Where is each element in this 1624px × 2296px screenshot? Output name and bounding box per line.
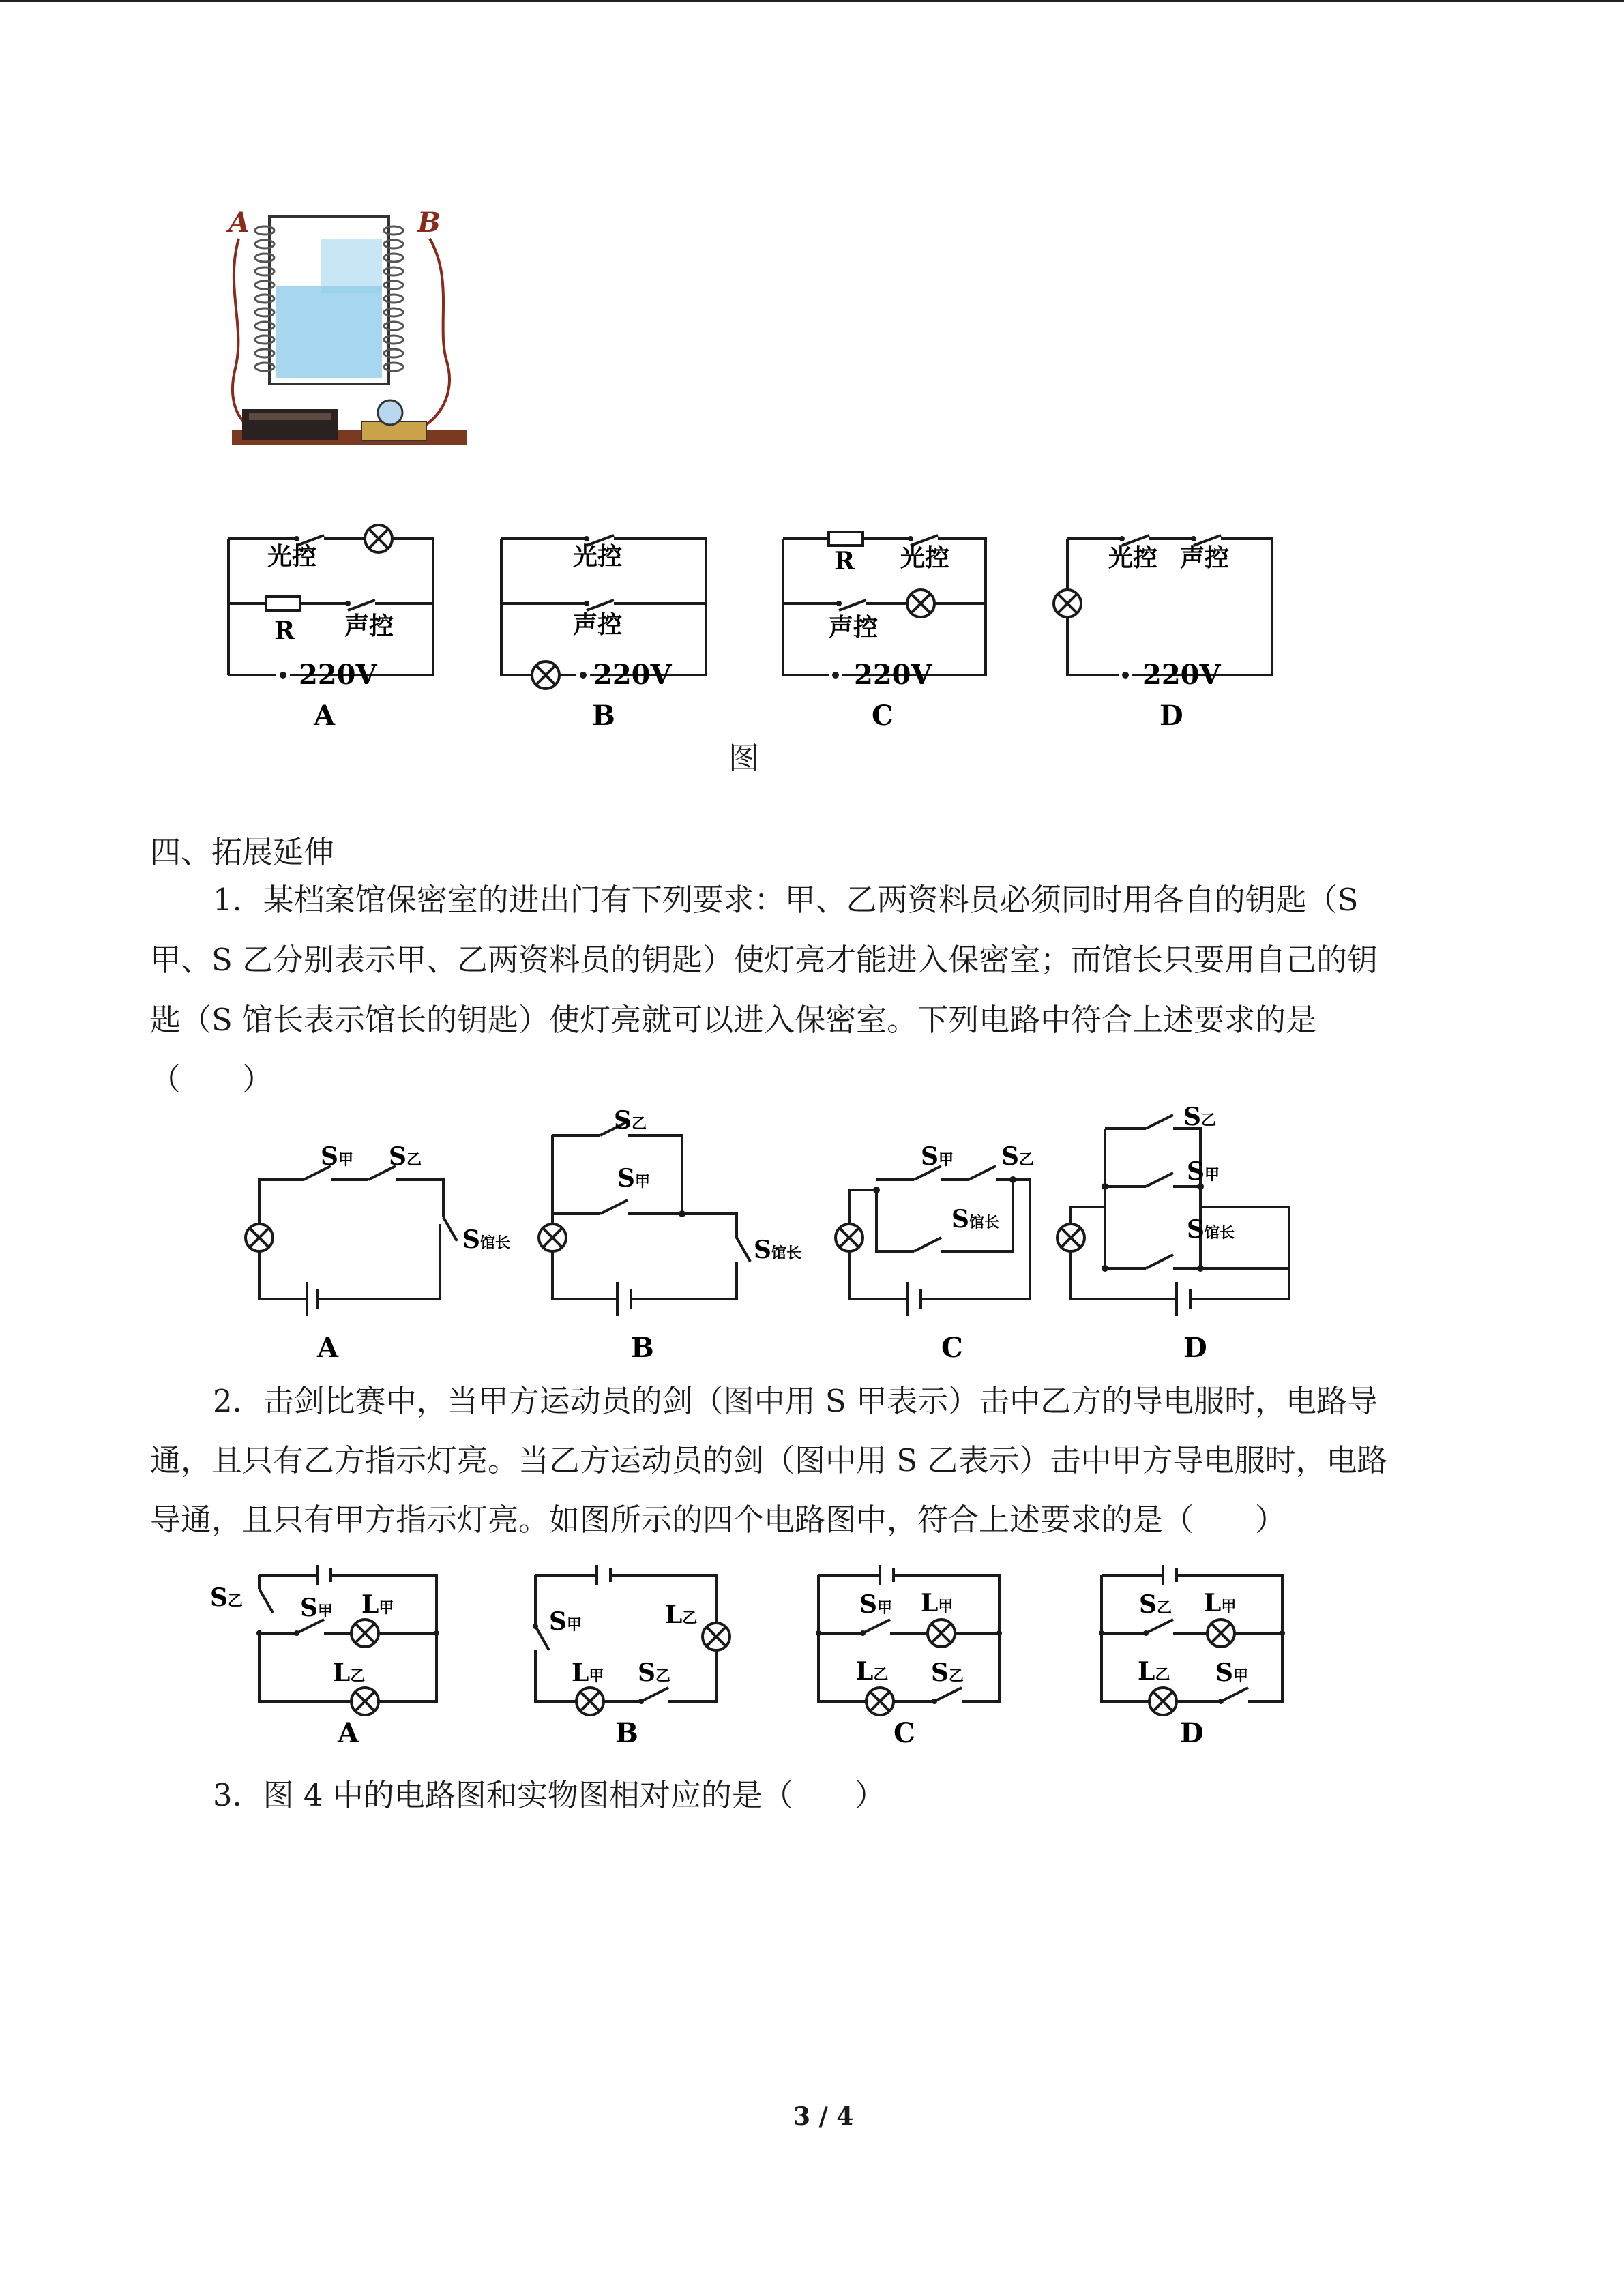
board-fill-upper [321, 239, 382, 293]
q1-a-s-yi: S乙 [389, 1142, 422, 1171]
q1-b-s-guanzhang: S馆长 [754, 1236, 802, 1264]
q1-line-4: （ ） [150, 1061, 274, 1097]
q1-d-s-guanzhang: S馆长 [1187, 1215, 1235, 1244]
q2-line-3: 导通，且只有甲方指示灯亮。如图所示的四个电路图中，符合上述要求的是（ ） [150, 1502, 1286, 1538]
circuit-1c [783, 532, 986, 675]
q2-c-s-yi: S乙 [931, 1658, 964, 1687]
q2-circuits [198, 1551, 1316, 1756]
q1-circuit-b [539, 1122, 750, 1316]
q2-option-d: D [1180, 1717, 1204, 1749]
q1-option-d: D [1183, 1332, 1207, 1364]
q2-circuit-b [535, 1565, 730, 1715]
photo-wire-right [416, 239, 449, 430]
q1-c-s-jia: S甲 [921, 1142, 954, 1171]
circuit-a-bottom-switch-label: 声控 [344, 612, 394, 640]
q2-b-s-yi: S乙 [638, 1658, 671, 1687]
q1-circuit-a [246, 1166, 457, 1316]
section-heading: 四、拓展延伸 [150, 834, 335, 870]
page-top-border [0, 0, 1624, 2]
figure-caption: 图 [728, 740, 760, 776]
circuit-1d [1054, 535, 1272, 675]
q2-c-l-yi: L乙 [856, 1657, 889, 1686]
q1-b-s-jia: S甲 [617, 1164, 651, 1193]
q2-b-s-jia: S甲 [549, 1607, 582, 1636]
q2-option-a: A [338, 1717, 359, 1749]
q1-option-b: B [631, 1332, 654, 1364]
q2-circuit-d [1102, 1565, 1282, 1715]
photo-label-a: A [228, 207, 250, 239]
q2-c-s-jia: S甲 [859, 1590, 893, 1619]
circuit-c-source-label: 220V [854, 659, 932, 691]
q2-a-l-yi: L乙 [333, 1658, 366, 1687]
photo-label-b: B [417, 207, 441, 239]
circuit-d-switch1-label: 光控 [1108, 543, 1158, 572]
q1-option-a: A [317, 1332, 339, 1364]
q1-d-s-jia: S甲 [1187, 1157, 1220, 1186]
circuit-a-top-switch-label: 光控 [267, 542, 317, 571]
q1-c-s-guanzhang: S馆长 [951, 1205, 1000, 1234]
circuit-d-letter: D [1160, 700, 1183, 732]
circuit-c-bottom-switch-label: 声控 [829, 613, 879, 642]
q1-circuits [232, 1098, 1310, 1371]
photo-lamp-bulb [378, 400, 402, 425]
circuit-d-source-label: 220V [1142, 659, 1221, 691]
q1-b-s-yi: S乙 [614, 1106, 647, 1135]
circuit-1a [228, 525, 433, 675]
q2-d-l-yi: L乙 [1138, 1657, 1170, 1686]
q3-line: 3．图 4 中的电路图和实物图相对应的是（ ） [213, 1777, 885, 1813]
q2-d-s-jia: S甲 [1215, 1658, 1249, 1687]
q2-a-s-yi: S乙 [210, 1583, 243, 1612]
circuit-c-resistor-label: R [834, 547, 855, 576]
q2-b-l-jia: L甲 [572, 1658, 604, 1687]
q2-a-s-jia: S甲 [300, 1594, 334, 1622]
q2-option-b: B [615, 1717, 638, 1749]
q2-c-l-jia: L甲 [921, 1589, 954, 1617]
q2-d-s-yi: S乙 [1139, 1590, 1172, 1619]
circuit-a-resistor-label: R [274, 616, 295, 645]
board-fill [276, 286, 382, 378]
circuit-b-source-label: 220V [593, 659, 672, 691]
q2-b-l-yi: L乙 [665, 1600, 698, 1629]
q2-d-l-jia: L甲 [1204, 1589, 1237, 1617]
circuit-b-top-switch-label: 光控 [573, 542, 623, 571]
circuit-a-letter: A [314, 700, 336, 732]
q2-option-c: C [894, 1717, 915, 1749]
circuit-b-bottom-switch-label: 声控 [573, 610, 623, 639]
photo-wire-left [233, 239, 259, 430]
figure1-circuits [218, 518, 1296, 743]
circuit-a-source-label: 220V [299, 659, 377, 691]
q1-a-s-jia: S甲 [321, 1142, 354, 1171]
q2-circuit-c [818, 1565, 999, 1715]
q1-d-s-yi: S乙 [1183, 1103, 1217, 1131]
q1-a-s-guanzhang: S馆长 [462, 1225, 511, 1254]
q2-a-l-jia: L甲 [361, 1590, 394, 1619]
q1-line-2: 甲、S 乙分别表示甲、乙两资料员的钥匙）使灯亮才能进入保密室；而馆长只要用自己的钥 [150, 942, 1378, 978]
circuit-board-photo [218, 205, 471, 477]
page-number: 3 / 4 [793, 2102, 854, 2131]
q2-line-1: 2．击剑比赛中，当甲方运动员的剑（图中用 S 甲表示）击中乙方的导电服时，电路导 [213, 1383, 1378, 1419]
q1-circuit-d [1057, 1115, 1289, 1316]
circuit-d-switch2-label: 声控 [1180, 543, 1230, 572]
circuit-c-letter: C [872, 700, 894, 732]
q2-circuit-a [259, 1565, 437, 1715]
q2-line-2: 通，且只有乙方指示灯亮。当乙方运动员的剑（图中用 S 乙表示）击中甲方导电服时，电路 [150, 1442, 1388, 1478]
q1-circuit-c [836, 1166, 1030, 1316]
photo-battery-top [249, 413, 331, 420]
q1-c-s-yi: S乙 [1001, 1142, 1035, 1171]
q1-option-c: C [941, 1332, 963, 1364]
circuit-b-letter: B [592, 700, 615, 732]
q1-line-1: 1．某档案馆保密室的进出门有下列要求：甲、乙两资料员必须同时用各自的钥匙（S [213, 882, 1359, 918]
q1-line-3: 匙（S 馆长表示馆长的钥匙）使灯亮就可以进入保密室。下列电路中符合上述要求的是 [150, 1002, 1317, 1038]
circuit-c-top-switch-label: 光控 [900, 543, 950, 572]
